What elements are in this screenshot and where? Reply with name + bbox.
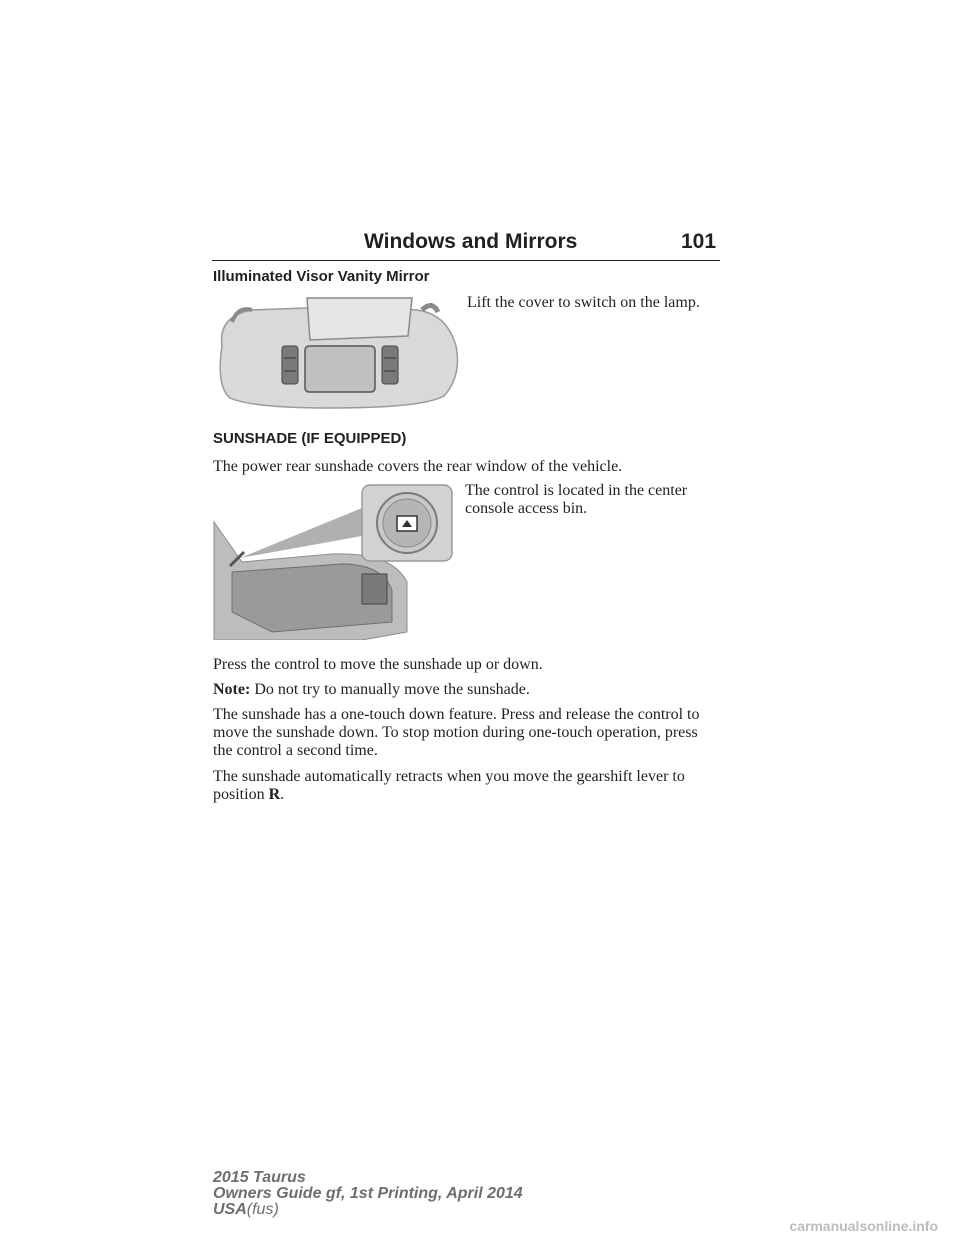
sunshade-one-touch: The sunshade has a one-touch down feature. Press and release the control to move the sunshade down. To stop motion during one-touch operation, press the control a second time. [213,706,700,759]
sunshade-heading: SUNSHADE (IF EQUIPPED) [213,430,407,447]
watermark: carmanualsonline.info [789,1218,938,1234]
header-rule [212,260,720,261]
retract-end: . [280,786,285,803]
sunshade-retract [213,768,713,804]
page-number: 101 [681,230,717,253]
retract-position: R [268,786,281,803]
footer-model: 2015 Taurus [213,1169,306,1186]
visor-heading: Illuminated Visor Vanity Mirror [213,268,430,285]
note-label: Note: [213,681,251,698]
visor-mirror-illustration [212,296,462,410]
chapter-title: Windows and Mirrors [364,230,578,253]
footer-edition: Owners Guide gf, 1st Printing, April 2014 [213,1185,523,1202]
sunshade-intro: The power rear sunshade covers the rear window of the vehicle. [213,458,623,475]
sunshade-control-location: The control is located in the center console access bin. [465,482,688,517]
sunshade-note [213,681,721,699]
sunshade-press-instruction: Press the control to move the sunshade up or down. [213,656,543,673]
footer-market [213,1202,523,1218]
note-text: Do not try to manually move the sunshade. [254,681,530,698]
footer [213,1170,523,1218]
retract-text: The sunshade automatically retracts when you move the gearshift lever to position [213,768,685,803]
footer-market-region: (fus) [246,1201,279,1218]
visor-description: Lift the cover to switch on the lamp. [467,294,700,311]
sunshade-control-illustration [212,482,462,640]
footer-market-main: USA [213,1201,247,1218]
